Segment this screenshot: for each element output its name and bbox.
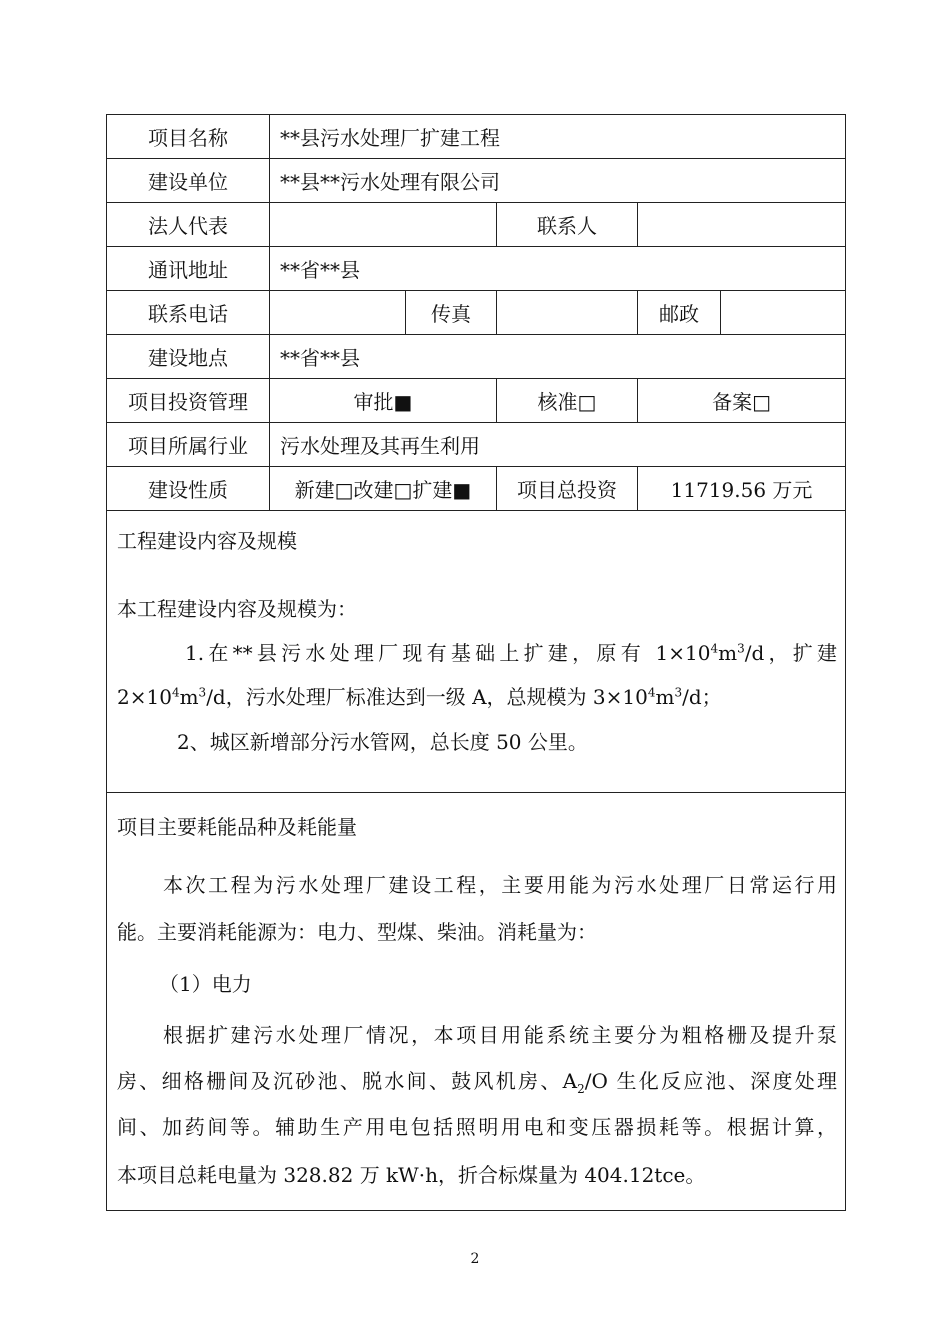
energy-consumption-section <box>107 793 846 1211</box>
electricity-subheading: （1）电力 <box>159 972 252 996</box>
energy-para-2-line-1: 根据扩建污水处理厂情况，本项目用能系统主要分为粗格栅及提升泵 <box>163 1023 838 1047</box>
address-label: 通讯地址 <box>107 247 270 291</box>
invest-mgmt-label: 项目投资管理 <box>107 379 270 423</box>
phone-label: 联系电话 <box>107 291 270 335</box>
row-nature <box>107 467 846 511</box>
nature-value: 新建□改建□扩建■ <box>270 467 497 511</box>
phone-value <box>270 291 406 335</box>
project-info-table <box>106 114 846 1211</box>
scope-item-1-line-2: $2\times 10^4m^3/d$，污水处理厂标准达到一级 A，总规模为 $3\times 10^4m^3/d$； <box>117 685 722 709</box>
approval-option: 审批■ <box>270 379 497 423</box>
total-investment-label: 项目总投资 <box>497 467 638 511</box>
row-section-energy <box>107 793 846 1211</box>
page-number: 2 <box>470 1251 480 1267</box>
row-legal <box>107 203 846 247</box>
energy-para-2-line-2: 房、细格栅间及沉砂池、脱水间、鼓风机房、$A_2/O$ 生化反应池、深度处理 <box>117 1069 838 1096</box>
scope-section-title: 工程建设内容及规模 <box>117 529 297 553</box>
total-investment-value: 11719.56 万元 <box>638 467 846 511</box>
address-value: **省**县 <box>270 247 846 291</box>
fax-label: 传真 <box>406 291 497 335</box>
fax-value <box>497 291 638 335</box>
row-address <box>107 247 846 291</box>
row-site <box>107 335 846 379</box>
builder-value: **县**污水处理有限公司 <box>270 159 846 203</box>
project-name-value: **县污水处理厂扩建工程 <box>270 115 846 159</box>
postal-label: 邮政 <box>638 291 721 335</box>
row-builder <box>107 159 846 203</box>
project-name-label: 项目名称 <box>107 115 270 159</box>
scope-item-1-line-1: 1.在**县污水处理厂现有基础上扩建，原有 $1\times 10^4m^3/d$，扩建 <box>185 641 838 665</box>
scope-intro: 本工程建设内容及规模为： <box>117 597 357 621</box>
energy-para-2-line-3: 间、加药间等。辅助生产用电包括照明用电和变压器损耗等。根据计算， <box>117 1115 838 1139</box>
postal-value <box>721 291 846 335</box>
row-phone <box>107 291 846 335</box>
site-value: **省**县 <box>270 335 846 379</box>
legal-rep-value <box>270 203 497 247</box>
row-invest-mgmt <box>107 379 846 423</box>
row-section-scope <box>107 511 846 793</box>
legal-rep-label: 法人代表 <box>107 203 270 247</box>
construction-scope-section <box>107 511 846 793</box>
verification-option: 核准□ <box>497 379 638 423</box>
row-industry <box>107 423 846 467</box>
energy-para-2-line-4: 本项目总耗电量为 328.82 万 kW·h，折合标煤量为 404.12tce。 <box>117 1163 706 1187</box>
contact-label: 联系人 <box>497 203 638 247</box>
energy-para-1-line-2: 能。主要消耗能源为：电力、型煤、柴油。消耗量为： <box>117 920 597 944</box>
industry-label: 项目所属行业 <box>107 423 270 467</box>
filing-option: 备案□ <box>638 379 846 423</box>
nature-label: 建设性质 <box>107 467 270 511</box>
energy-section-title: 项目主要耗能品种及耗能量 <box>117 815 357 839</box>
row-project-name <box>107 115 846 159</box>
builder-label: 建设单位 <box>107 159 270 203</box>
contact-value <box>638 203 846 247</box>
site-label: 建设地点 <box>107 335 270 379</box>
scope-item-2: 2、城区新增部分污水管网，总长度 50 公里。 <box>177 730 588 754</box>
industry-value: 污水处理及其再生利用 <box>270 423 846 467</box>
energy-para-1-line-1: 本次工程为污水处理厂建设工程，主要用能为污水处理厂日常运行用 <box>163 873 838 897</box>
